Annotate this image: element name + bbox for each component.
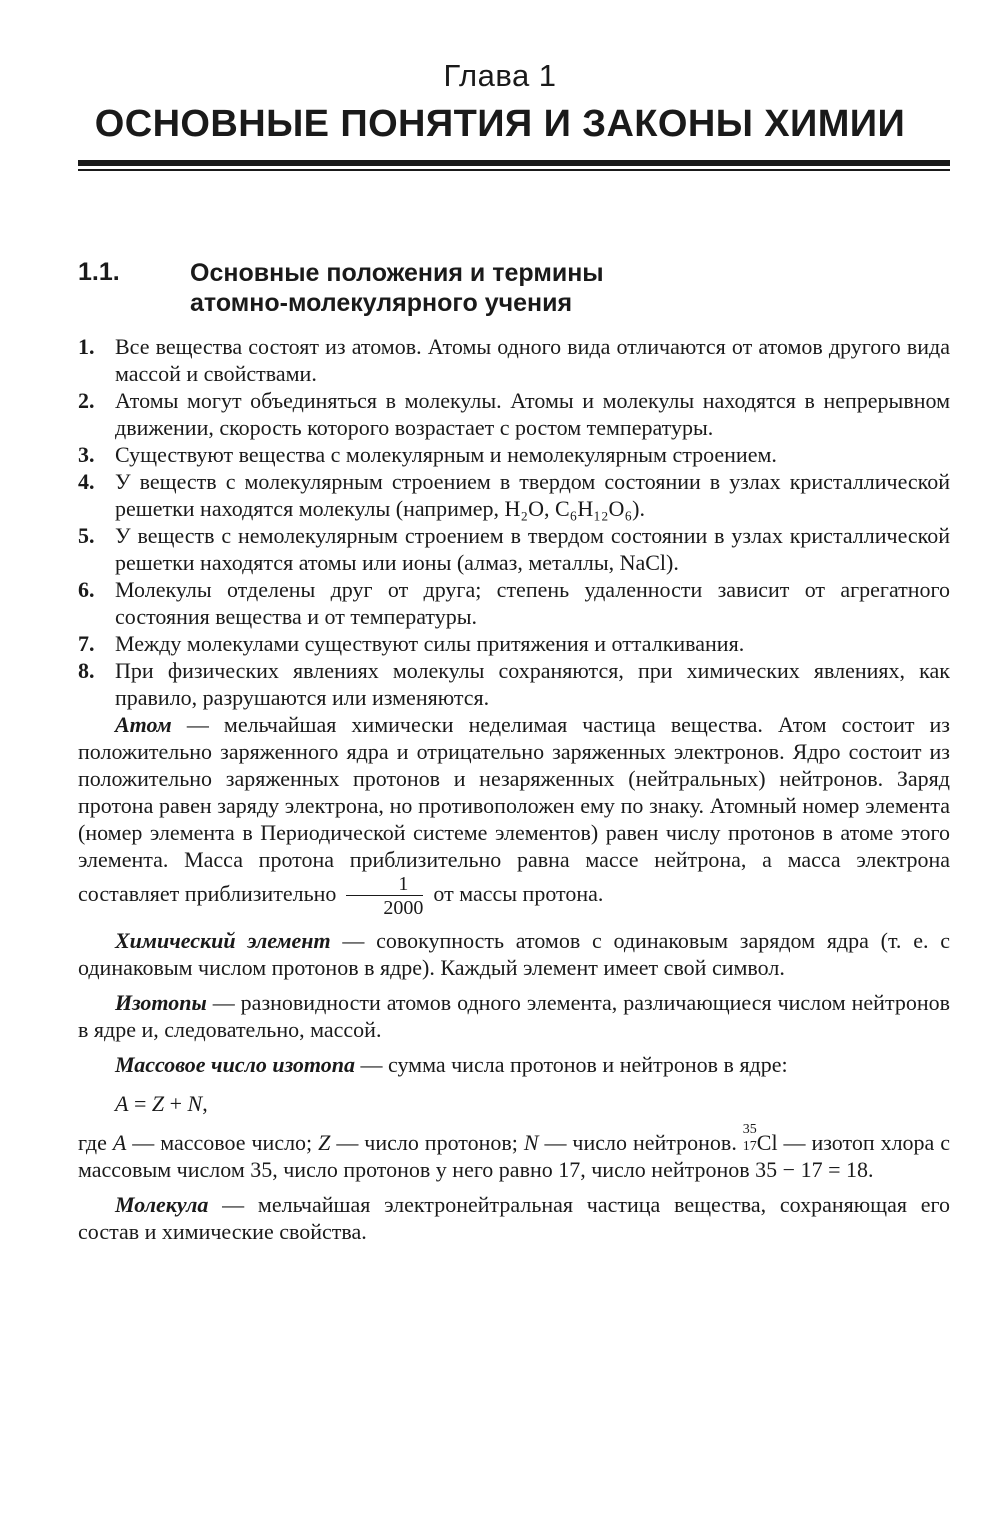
where-text: — число нейтронов. — [538, 1130, 737, 1155]
element-term: Химический элемент — [115, 928, 331, 953]
principle-number: 5. — [78, 523, 95, 548]
principle-item — [78, 441, 950, 468]
principle-text: При физических явлениях молекулы сохраняются, при химических явлениях, как правило, разрушаются или изменяются. — [115, 658, 950, 710]
principle-item — [78, 468, 950, 522]
where-N: N — [523, 1130, 539, 1155]
chapter-rule-thin — [78, 169, 950, 171]
principle-item — [78, 657, 950, 711]
principle-text: Между молекулами существуют силы притяжения и отталкивания. — [115, 631, 745, 656]
isotopes-text: — разновидности атомов одного элемента, различающиеся числом нейтронов в ядре и, следовательно, массой. — [78, 990, 950, 1042]
isotopes-term: Изотопы — [115, 990, 207, 1015]
section-number: 1.1. — [78, 258, 120, 286]
principle-item — [78, 522, 950, 576]
atom-term: Атом — [115, 712, 172, 737]
principle-item — [78, 333, 950, 387]
section-title — [190, 258, 890, 318]
atom-definition — [78, 711, 950, 919]
principle-number: 6. — [78, 577, 95, 602]
principle-text: Существуют вещества с молекулярным и немолекулярным строением. — [115, 442, 777, 467]
mass-number-text: — сумма числа протонов и нейтронов в ядре: — [354, 1052, 788, 1077]
formula-Z: Z — [151, 1091, 165, 1116]
where-text: где — [78, 1130, 113, 1155]
chapter-label: Глава 1 — [443, 58, 557, 93]
element-text: — совокупность атомов с одинаковым зарядом ядра (т. е. с одинаковым числом протонов в ядре). Каждый элемент имеет свой символ. — [78, 928, 950, 980]
atom-tail: от массы протона. — [433, 881, 604, 907]
fraction-denominator: 2000 — [346, 895, 423, 919]
formula-equals: = — [128, 1091, 152, 1116]
principle-item — [78, 387, 950, 441]
principle-text: Все вещества состоят из атомов. Атомы одного вида отличаются от атомов другого вида массой и свойствами. — [115, 334, 950, 386]
isotopes-definition — [78, 989, 950, 1043]
principle-item — [78, 576, 950, 630]
formula-N: N — [187, 1091, 203, 1116]
chapter-title: ОСНОВНЫЕ ПОНЯТИЯ И ЗАКОНЫ ХИМИИ — [94, 103, 906, 145]
principle-number: 7. — [78, 631, 95, 656]
nuclide-atomic-number: 17 — [742, 1139, 757, 1154]
section-title-line-1: Основные положения и термины — [190, 259, 604, 287]
principle-number: 4. — [78, 469, 95, 494]
fraction — [346, 873, 423, 919]
molecule-definition — [78, 1191, 950, 1245]
principle-number: 3. — [78, 442, 95, 467]
nuclide-symbol: Cl — [756, 1130, 778, 1155]
principle-text: Атомы могут объединяться в молекулы. Атомы и молекулы находятся в непрерывном движении, скорость которого возрастает с ростом температуры. — [115, 388, 950, 440]
where-A: A — [112, 1130, 127, 1155]
principle-text: Молекулы отделены друг от друга; степень удаленности зависит от агрегатного состояния вещества и от температуры. — [115, 577, 950, 629]
principle-item — [78, 630, 950, 657]
principle-text: У веществ с молекулярным строением в твердом состоянии в узлах кристаллической решетки находятся молекулы (например, H₂O, C₆H₁₂O₆). — [115, 469, 950, 521]
molecule-term: Молекула — [115, 1192, 209, 1217]
principles-list — [78, 333, 950, 711]
element-definition — [78, 927, 950, 981]
formula-plus: + — [164, 1091, 188, 1116]
fraction-numerator: 1 — [398, 873, 409, 895]
nuclide-mass-number: 35 — [742, 1122, 757, 1137]
formula-A: A — [115, 1091, 129, 1116]
where-text: — массовое число; — [126, 1130, 319, 1155]
chlorine-nuclide — [742, 1122, 778, 1156]
chlorine-example-text: — изотоп хлора с массовым числом 35, число протонов у него равно 17, число нейтронов 35 − 17 = 18. — [78, 1130, 951, 1182]
principle-number: 1. — [78, 334, 95, 359]
atom-text: — мельчайшая химически неделимая частица вещества. Атом состоит из положительно заряженного ядра и отрицательно заряженных электронов. Ядро состоит из положительно заряженных протонов и незаряженных (нейтральных) нейтронов. Заряд протона равен заряду электрона, но противоположен ему по знаку. Атомный номер элемента (номер элемента в Периодической системе элементов) равен числу протонов в атоме этого элемента. Масса протона приблизительно равна массе нейтрона, а масса электрона составляет приблизительно — [78, 712, 950, 907]
mass-number-term: Массовое число изотопа — [115, 1052, 355, 1077]
where-text: — число протонов; — [330, 1130, 524, 1155]
page-body — [78, 333, 950, 1245]
principle-number: 2. — [78, 388, 95, 413]
molecule-text: — мельчайшая электронейтральная частица вещества, сохраняющая его состав и химические свойства. — [78, 1192, 950, 1244]
section-title-line-2: атомно-молекулярного учения — [190, 289, 573, 317]
chapter-rule-thick — [78, 160, 950, 166]
where-Z: Z — [318, 1130, 331, 1155]
formula-comma: , — [202, 1091, 208, 1116]
mass-number-definition — [78, 1051, 950, 1078]
mass-number-formula — [115, 1090, 950, 1117]
formula-explanation — [78, 1122, 951, 1183]
principle-text: У веществ с немолекулярным строением в твердом состоянии в узлах кристаллической решетки находятся атомы или ионы (алмаз, металлы, NaCl). — [115, 523, 950, 575]
principle-number: 8. — [78, 658, 95, 683]
